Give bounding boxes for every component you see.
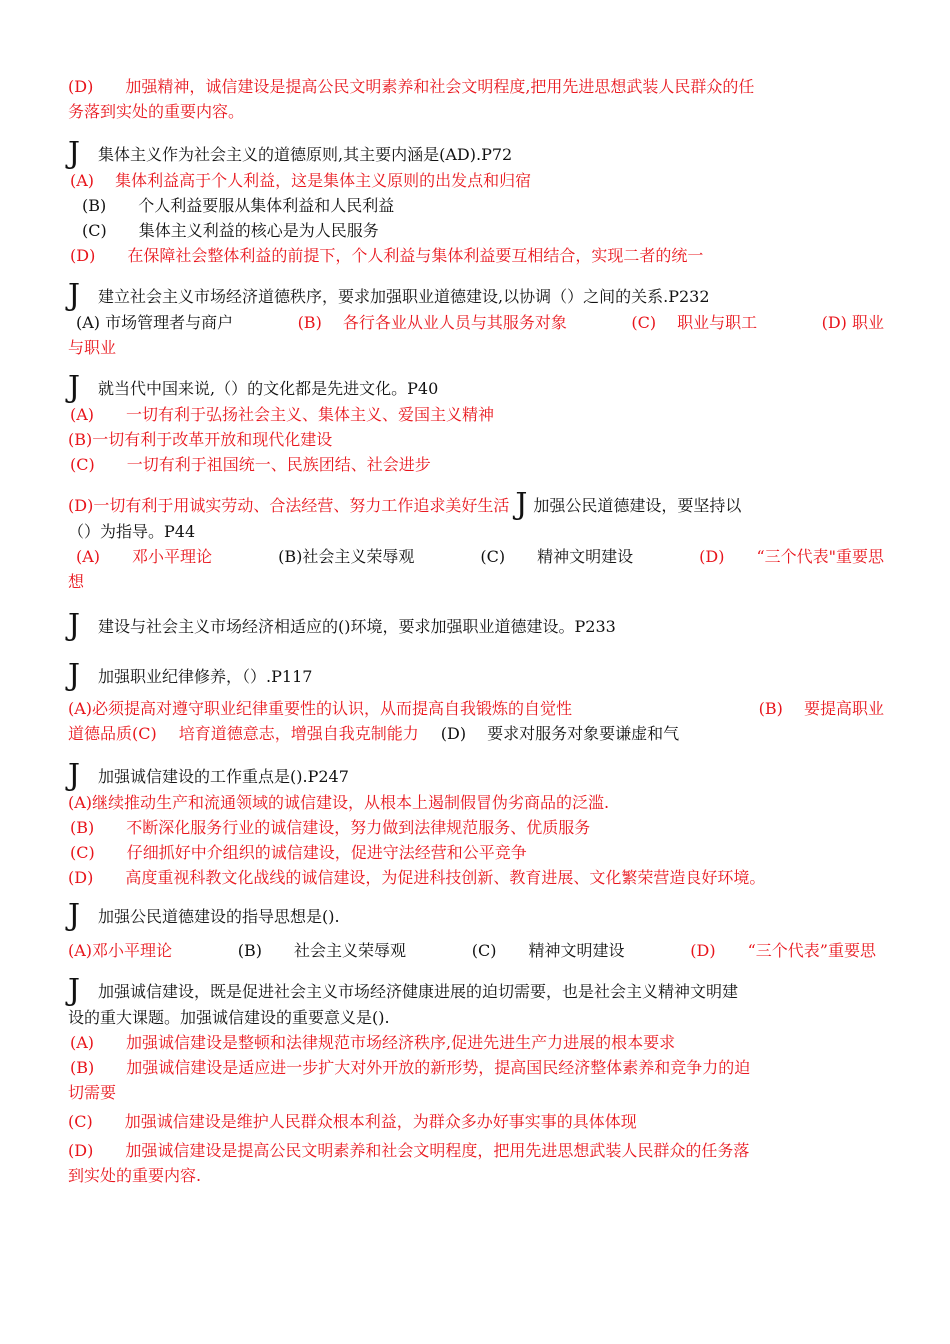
question-9-stem: 加强诚信建设，既是促进社会主义市场经济健康进展的迫切需要，也是社会主义精神文明建: [98, 982, 739, 1001]
question-7-option-d: (D) 高度重视科教文化战线的诚信建设，为促进科技创新、教育进展、文化繁荣营造良好环境。: [68, 868, 766, 887]
question-6-option-a: (A)必须提高对遵守职业纪律重要性的认识，从而提高自我锻炼的自觉性: [68, 699, 573, 718]
question-8-option-a: (A)邓小平理论: [68, 941, 173, 960]
question-4-option-a: (A) 邓小平理论: [76, 547, 213, 566]
question-6-option-b: (B) 要提高职业: [758, 699, 884, 718]
question-4-option-c: (C) 精神文明建设: [480, 547, 634, 566]
question-3-stem: 就当代中国来说,（）的文化都是先进文化。P40: [98, 379, 439, 398]
question-2: [68, 280, 884, 360]
question-6-option-b-continued: 道德品质(C): [68, 724, 157, 743]
question-4-options: [68, 544, 884, 569]
question-3-option-d: (D)一切有利于用诚实劳动、合法经营、努力工作追求美好生活: [68, 496, 510, 515]
question-4: [68, 489, 884, 594]
question-2-option-b: (B) 各行各业从业人员与其服务对象: [297, 313, 567, 332]
question-4-option-b: (B)社会主义荣辱观: [278, 547, 415, 566]
question-2-option-c: (C) 职业与职工: [631, 313, 758, 332]
question-3: [68, 372, 884, 477]
question-marker-icon: J: [68, 758, 81, 793]
question-4-stem-continued: （）为指导。P44: [68, 522, 196, 541]
question-6-line-1: [68, 696, 884, 721]
question-5-stem: 建设与社会主义市场经济相适应的()环境，要求加强职业道德建设。P233: [98, 617, 616, 636]
question-1-option-d: (D) 在保障社会整体利益的前提下，个人利益与集体利益要互相结合，实现二者的统一: [70, 246, 704, 265]
question-9-stem-continued: 设的重大课题。加强诚信建设的重要意义是().: [68, 1008, 390, 1027]
question-6-option-d: (D) 要求对服务对象要谦虚和气: [440, 724, 680, 743]
question-9-option-a: (A) 加强诚信建设是整顿和法律规范市场经济秩序,促进先进生产力进展的根本要求: [70, 1033, 676, 1052]
question-1-option-c: (C) 集体主义利益的核心是为人民服务: [82, 221, 379, 240]
question-3-option-b: (B)一切有利于改革开放和现代化建设: [68, 430, 333, 449]
question-2-option-a: (A) 市场管理者与商户: [76, 313, 234, 332]
question-marker-icon: J: [68, 898, 81, 933]
question-3-option-c: (C) 一切有利于祖国统一、民族团结、社会进步: [70, 455, 431, 474]
question-1: [68, 138, 884, 268]
question-7-option-c: (C) 仔细抓好中介组织的诚信建设，促进守法经营和公平竞争: [70, 843, 527, 862]
question-5: [68, 608, 884, 643]
question-9-option-d: (D) 加强诚信建设是提高公民文明素养和社会文明程度，把用先进思想武装人民群众的任务落: [68, 1141, 750, 1160]
question-9-option-d-continued: 到实处的重要内容.: [68, 1166, 202, 1185]
question-7-option-a: (A)继续推动生产和流通领域的诚信建设，从根本上遏制假冒伪劣商品的泛滥.: [68, 793, 610, 812]
question-1-option-a: (A) 集体利益高于个人利益，这是集体主义原则的出发点和归宿: [70, 171, 532, 190]
intro-line-2: 务落到实处的重要内容。: [68, 102, 245, 121]
question-marker-icon: J: [68, 370, 81, 405]
question-7: [68, 760, 884, 890]
question-8: [68, 900, 884, 963]
question-marker-icon: J: [68, 658, 81, 693]
question-9-option-c: (C) 加强诚信建设是维护人民群众根本利益，为群众多办好事实事的具体体现: [68, 1112, 637, 1131]
question-marker-icon: J: [68, 608, 81, 643]
question-2-option-d: (D) 职业: [821, 313, 884, 332]
question-9-option-b: (B) 加强诚信建设是适应进一步扩大对外开放的新形势，提高国民经济整体素养和竞争力的迫: [70, 1058, 751, 1077]
question-marker-icon: J: [68, 973, 81, 1008]
question-marker-icon: J: [515, 487, 528, 522]
question-4-stem: 加强公民道德建设，要坚持以: [533, 496, 742, 515]
question-3-option-a: (A) 一切有利于弘扬社会主义、集体主义、爱国主义精神: [70, 405, 495, 424]
question-marker-icon: J: [68, 278, 81, 313]
question-9: [68, 975, 884, 1188]
question-8-option-b: (B) 社会主义荣辱观: [237, 941, 407, 960]
question-1-option-b: (B) 个人利益要服从集体利益和人民利益: [82, 196, 395, 215]
document-page: [68, 74, 884, 1188]
question-8-options: [68, 938, 884, 963]
question-2-options: [68, 310, 884, 335]
question-7-option-b: (B) 不断深化服务行业的诚信建设，努力做到法律规范服务、优质服务: [70, 818, 591, 837]
question-6: [68, 660, 884, 746]
question-8-stem: 加强公民道德建设的指导思想是().: [98, 907, 340, 926]
question-1-stem: 集体主义作为社会主义的道德原则,其主要内涵是(AD).P72: [98, 145, 513, 164]
question-4-option-d: (D) “三个代表"重要思: [699, 547, 884, 566]
question-4-option-d-continued: 想: [68, 572, 85, 591]
question-6-line-2: [68, 721, 884, 746]
question-8-option-c: (C) 精神文明建设: [471, 941, 625, 960]
question-6-stem: 加强职业纪律修养，（）.P117: [98, 667, 313, 686]
question-8-option-d: (D) “三个代表”重要思: [690, 941, 876, 960]
intro-line-1: (D) 加强精神，诚信建设是提高公民文明素养和社会文明程度,把用先进思想武装人民群众的任: [68, 77, 755, 96]
question-2-stem: 建立社会主义市场经济道德秩序，要求加强职业道德建设,以协调（）之间的关系.P232: [98, 287, 710, 306]
question-marker-icon: J: [68, 136, 81, 171]
question-2-option-d-continued: 与职业: [68, 338, 117, 357]
question-6-option-c: 培育道德意志，增强自我克制能力: [178, 724, 419, 743]
question-9-option-b-continued: 切需要: [68, 1083, 117, 1102]
question-7-stem: 加强诚信建设的工作重点是().P247: [98, 767, 349, 786]
intro-block: [68, 74, 884, 124]
